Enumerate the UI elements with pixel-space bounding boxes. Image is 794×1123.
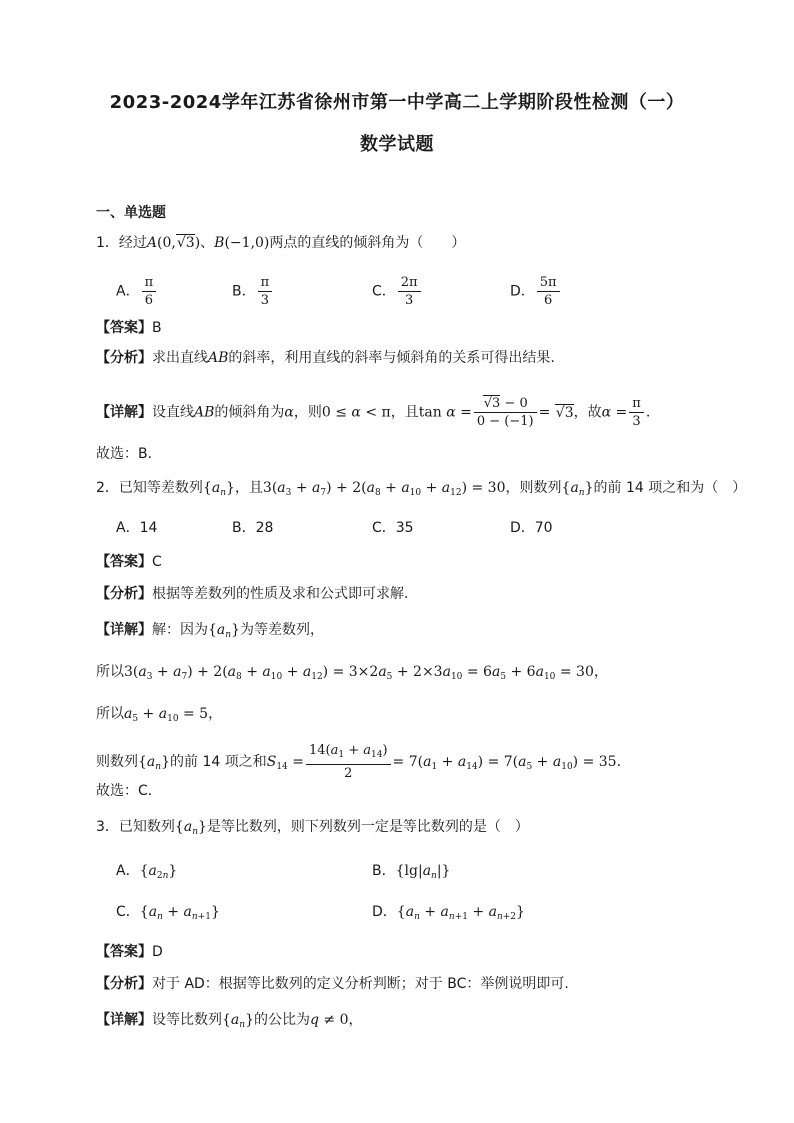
detail-tag: 【详解】 <box>96 622 152 638</box>
stem-text: 两点的直线的倾斜角为（ ） <box>269 235 466 251</box>
fraction: $\frac{14(a_1 + a_{14})}{2}$ <box>306 742 391 782</box>
answer-tag: 【答案】 <box>96 320 152 336</box>
q2-step-1 <box>96 662 608 687</box>
q3-analysis <box>96 974 569 994</box>
formula: tan α = <box>418 404 472 421</box>
stem-text: 经过 <box>118 235 147 251</box>
question-1-stem <box>96 233 465 253</box>
equation: $a_5 + a_{10} = 5$， <box>124 706 223 724</box>
text: 已知数列 <box>118 819 175 835</box>
page-title: 2023-2024学年江苏省徐州市第一中学高二上学期阶段性检测（一） <box>109 92 685 113</box>
answer-value: D <box>152 944 163 960</box>
option-c <box>116 902 220 927</box>
formula: = $7(a_1 + a_{14}) = 7(a_5 + a_{10}) = 35$. <box>392 754 622 772</box>
text: 则数列 <box>96 754 138 770</box>
option-a <box>116 861 177 886</box>
q2-step-3 <box>96 742 621 782</box>
point-b: B <box>214 235 225 251</box>
text: 已知等差数列 <box>118 480 203 496</box>
text: 解：因为 <box>152 622 208 638</box>
alpha: α <box>284 404 294 421</box>
sequence: $\{a_n\}$ <box>208 622 240 640</box>
option-expression: $\{\lg|a_n|\}$ <box>395 863 451 881</box>
text: ，则数列 <box>505 480 562 496</box>
equation: $3(a_3 + a_7) + 2(a_8 + a_{10} + a_{12}) = 30$ <box>262 480 506 498</box>
answer-value: B <box>152 320 162 336</box>
sequence: $\{a_n\}$ <box>222 1012 254 1030</box>
sequence: $\{a_n\}$ <box>174 819 207 837</box>
option-d: D．70 <box>510 520 553 536</box>
stem-text: 、 <box>200 235 215 251</box>
text: 是等比数列，则下列数列一定是等比数列的是（ ） <box>206 819 529 835</box>
sequence: $\{a_n\}$ <box>561 480 594 498</box>
equation: $3(a_3 + a_7) + 2(a_8 + a_{10} + a_{12}) = 3\times 2a_5 + 2\times 3a_{10} = 6a_5 + 6a_{10} = 30$， <box>124 664 608 682</box>
option-label: A． <box>116 863 140 879</box>
text: 所以 <box>96 706 124 722</box>
question-number: 2． <box>96 480 119 496</box>
text: ，故 <box>573 404 602 421</box>
text: 的倾斜角为 <box>214 404 285 421</box>
text: 的公比为 <box>254 1012 310 1028</box>
option-expression: $\{a_n + a_{n+1}\}$ <box>139 904 220 922</box>
sequence: $\{a_n\}$ <box>202 480 235 498</box>
line-ab: AB <box>194 404 215 421</box>
option-expression: $\{a_{2n}\}$ <box>139 863 178 881</box>
fraction: $\frac{\pi}{3}$ <box>258 274 273 309</box>
q2-conclusion: 故选：C. <box>96 783 153 799</box>
sequence: $\{a_n\}$ <box>138 754 170 772</box>
detail-tag: 【详解】 <box>96 1012 152 1028</box>
formula: = √3 <box>538 404 574 421</box>
analysis-tag: 【分析】 <box>96 976 152 992</box>
section-heading: 一、单选题 <box>96 205 166 221</box>
option-label: B． <box>372 863 396 879</box>
fraction: $\frac{5\pi}{6}$ <box>537 274 560 309</box>
q2-answer <box>96 552 162 572</box>
text: 对于 AD：根据等比数列的定义分析判断；对于 BC：举例说明即可. <box>152 976 569 992</box>
fraction: $\frac{\pi}{3}$ <box>629 395 644 430</box>
option-label: D． <box>510 283 535 300</box>
q3-answer <box>96 942 163 962</box>
option-label: C． <box>116 904 140 920</box>
inequality: 0 ≤ α < π <box>321 404 391 421</box>
detail-tag: 【详解】 <box>96 404 152 421</box>
option-b <box>232 274 274 309</box>
option-b: B．28 <box>232 520 274 536</box>
option-c <box>372 274 423 309</box>
text: ，且 <box>234 480 263 496</box>
question-number: 1． <box>96 235 119 251</box>
question-number: 3． <box>96 819 119 835</box>
text: 的斜率，利用直线的斜率与倾斜角的关系可得出结果. <box>228 350 555 366</box>
question-3-stem <box>96 817 529 842</box>
q2-analysis <box>96 584 408 604</box>
answer-value: C <box>152 554 162 570</box>
q2-step-2 <box>96 704 222 729</box>
text: 根据等差数列的性质及求和公式即可求解. <box>152 586 409 602</box>
q1-detail <box>96 395 650 430</box>
point-a: A <box>146 235 158 251</box>
period: . <box>645 404 651 421</box>
point-a-coord: (0,√3) <box>157 235 201 251</box>
option-d <box>372 902 525 927</box>
option-c: C．35 <box>372 520 414 536</box>
option-a <box>116 274 158 309</box>
q3-detail <box>96 1010 363 1035</box>
text: 求出直线 <box>152 350 208 366</box>
option-a: A．14 <box>116 520 158 536</box>
answer-tag: 【答案】 <box>96 554 152 570</box>
option-label: A． <box>116 283 140 300</box>
point-b-coord: (−1,0) <box>224 235 270 251</box>
text: 所以 <box>96 664 124 680</box>
q1-analysis <box>96 348 555 368</box>
option-label: D． <box>372 904 397 920</box>
answer-tag: 【答案】 <box>96 944 152 960</box>
text: ，且 <box>390 404 419 421</box>
q2-detail <box>96 620 324 645</box>
q1-conclusion: 故选：B. <box>96 446 153 462</box>
text: 设等比数列 <box>152 1012 222 1028</box>
formula: α = <box>601 404 628 421</box>
fraction: $\frac{√3 - 0}{0 - (-1)}$ <box>474 395 537 430</box>
option-d <box>510 274 562 309</box>
page-subtitle: 数学试题 <box>360 134 434 155</box>
fraction: $\frac{2\pi}{3}$ <box>398 274 421 309</box>
question-2-stem <box>96 478 746 503</box>
option-label: C． <box>372 283 396 300</box>
text: 的前 14 项之和为（ ） <box>593 480 747 496</box>
formula: q ≠ 0， <box>310 1012 363 1028</box>
analysis-tag: 【分析】 <box>96 586 152 602</box>
option-expression: $\{a_n + a_{n+1} + a_{n+2}\}$ <box>396 904 525 922</box>
q1-answer <box>96 318 162 338</box>
analysis-tag: 【分析】 <box>96 350 152 366</box>
formula: $S_{14}$ = <box>266 754 304 772</box>
text: 设直线 <box>152 404 194 421</box>
text: 为等差数列， <box>240 622 324 638</box>
text: ，则 <box>293 404 322 421</box>
option-b <box>372 861 450 886</box>
line-ab: AB <box>208 350 229 366</box>
fraction: $\frac{\pi}{6}$ <box>142 274 157 309</box>
text: 的前 14 项之和 <box>170 754 267 770</box>
option-label: B． <box>232 283 256 300</box>
